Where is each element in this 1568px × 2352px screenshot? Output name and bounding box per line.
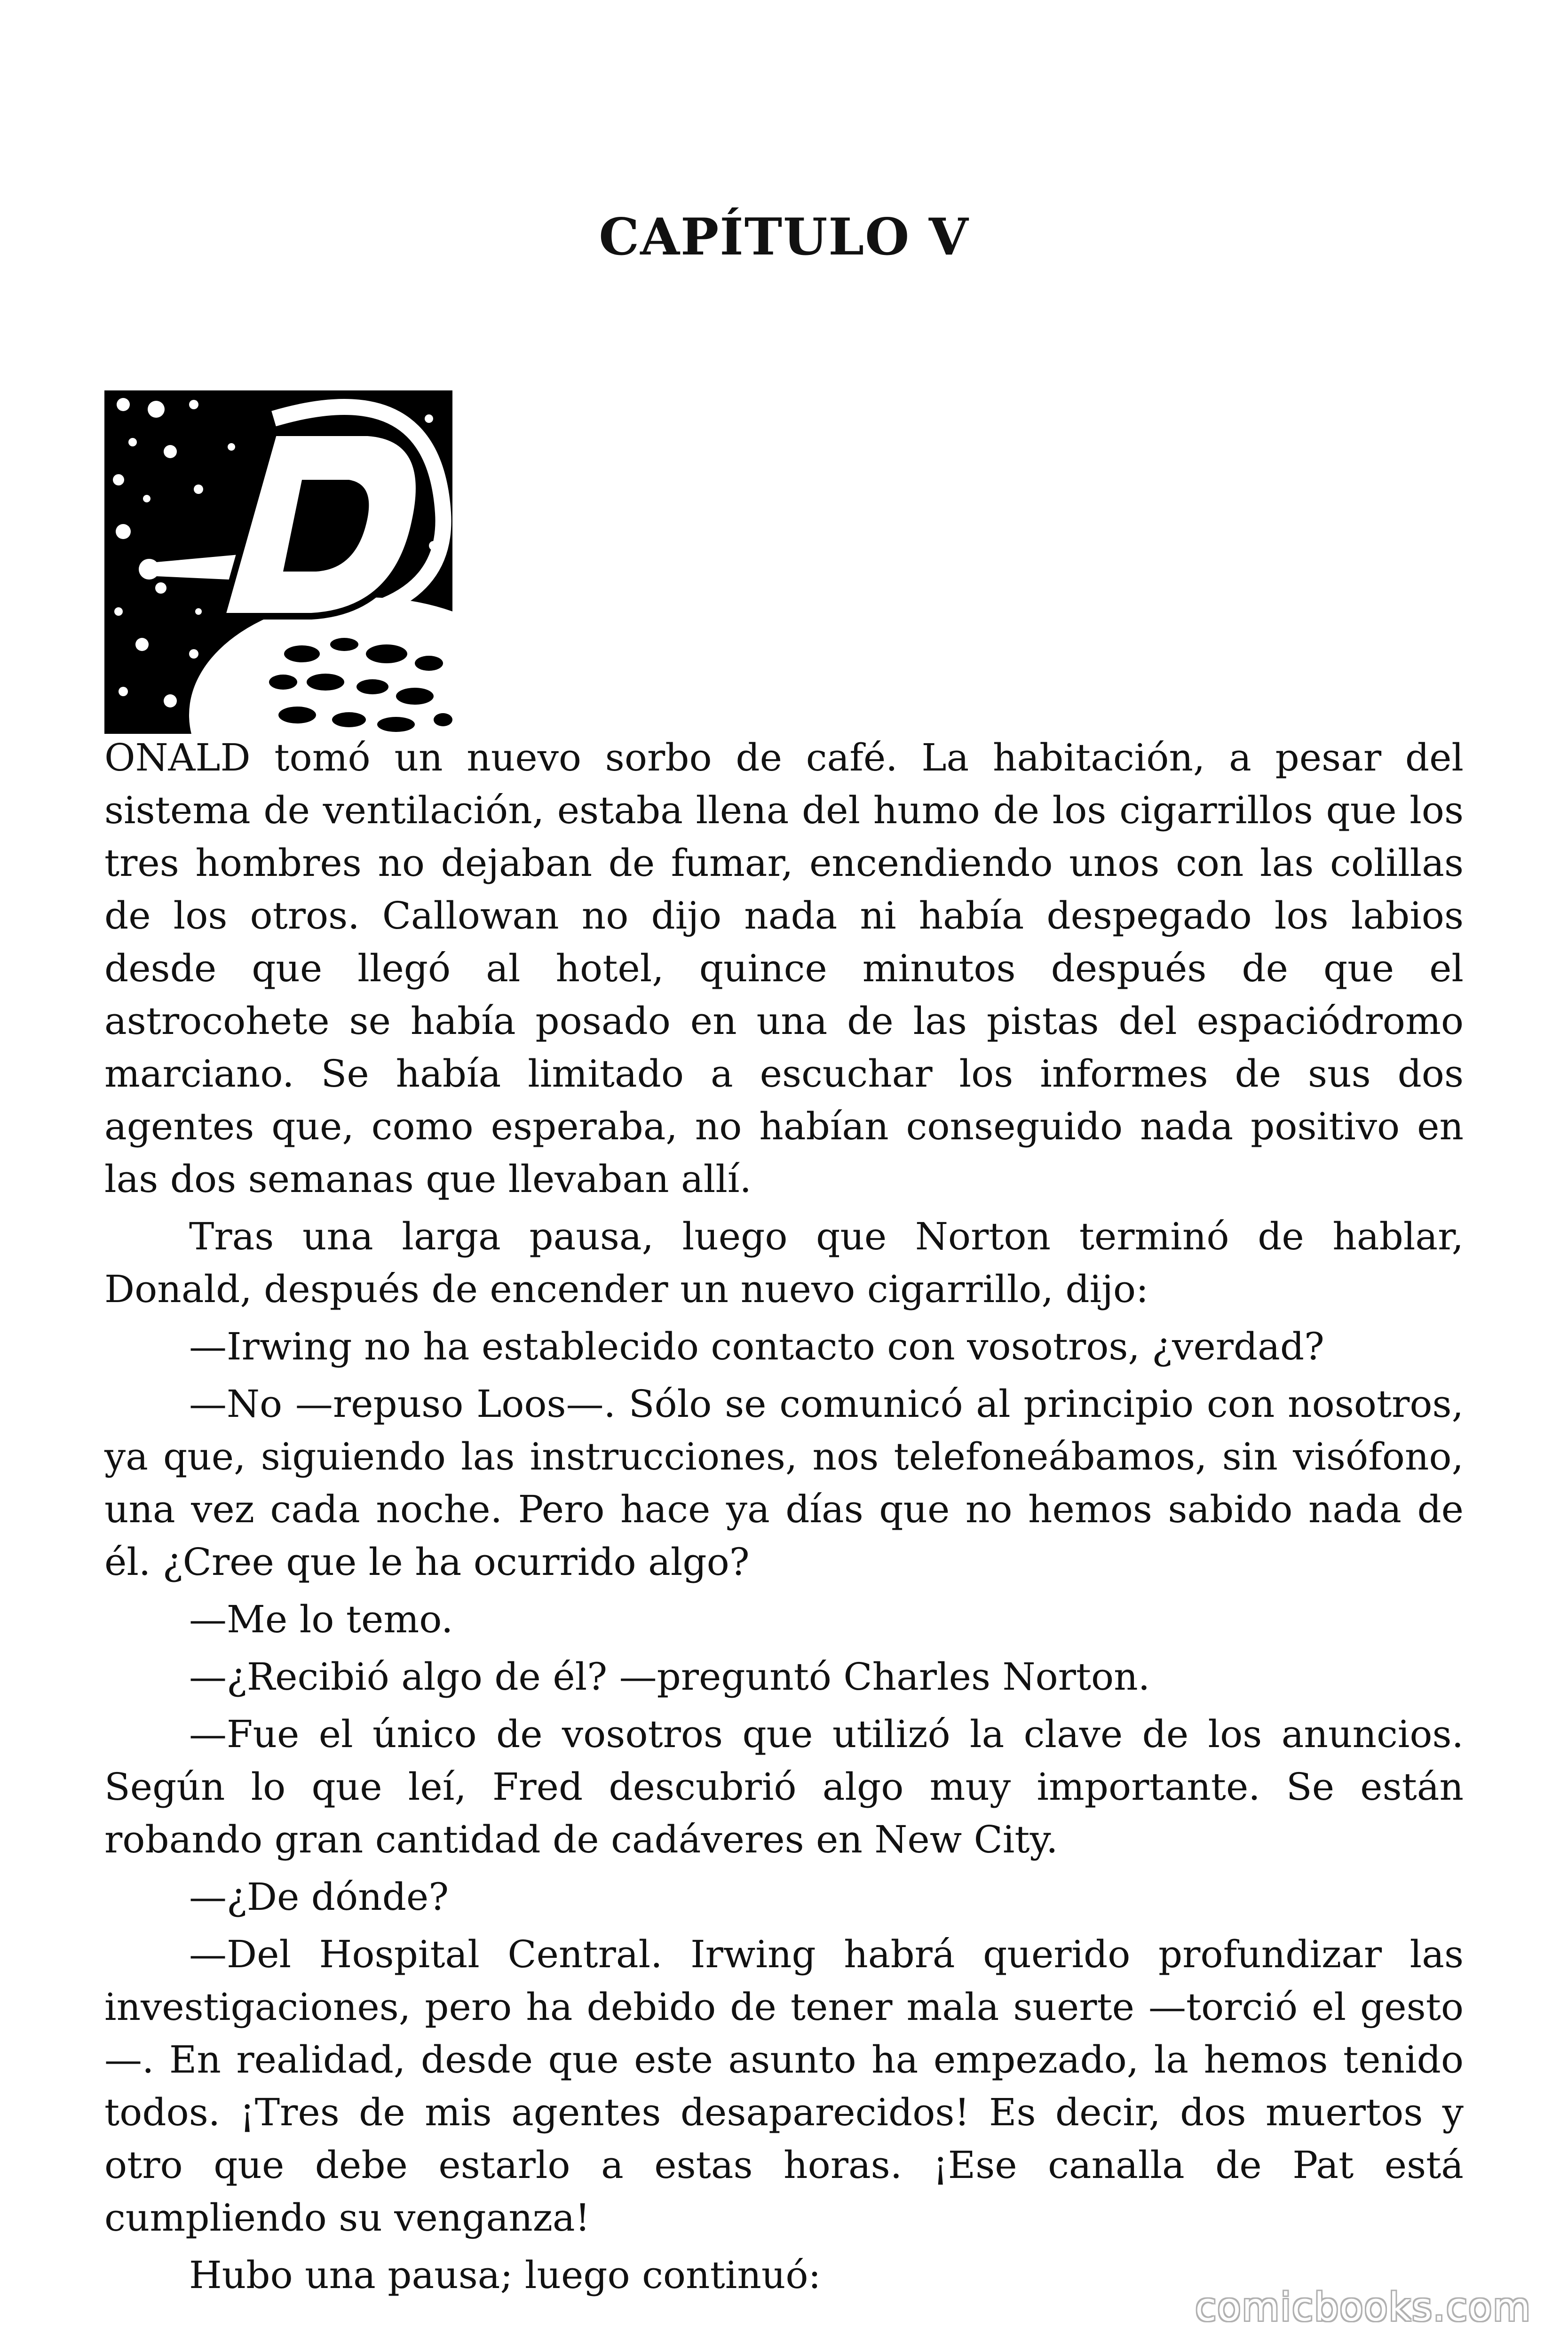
dropcap-d-icon (104, 390, 452, 734)
paragraph: —Me lo temo. (189, 1597, 453, 1641)
chapter-title: CAPÍTULO V (599, 207, 969, 267)
watermark: comicbooks.com (1195, 2285, 1531, 2330)
dropcap-illustration (104, 390, 452, 734)
paragraph: Tras una larga pausa, luego que Norton terminó de hablar, Donald, después de encender un nuevo cigarrillo, dijo: (104, 1215, 1464, 1311)
paragraph: —Del Hospital Central. Irwing habrá querido profundizar las investigaciones, pero ha debido de tener mala suerte —torció el gesto —. En realidad, desde que este asunto ha empezado, la hemos tenido todos. ¡Tres de mis agentes desaparecidos! Es decir, dos muertos y otro que debe estarlo a estas horas. ¡Ese canalla de Pat está cumpliendo su venganza! (104, 1932, 1464, 2240)
paragraph: —Fue el único de vosotros que utilizó la clave de los anuncios. Según lo que leí, Fred descubrió algo muy importante. Se están robando gran cantidad de cadáveres en New City. (104, 1712, 1464, 1861)
paragraph: ONALD tomó un nuevo sorbo de café. La habitación, a pesar del sistema de ventilación, estaba llena del humo de los cigarrillos que los tres hombres no dejaban de fumar, encendiendo unos con las colillas de los otros. Callowan no dijo nada ni había despegado los labios desde que llegó al hotel, quince minutos después de que el astrocohete se había posado en una de las pistas del espaciódromo marciano. Se había limitado a escuchar los informes de sus dos agentes que, como esperaba, no habían conseguido nada positivo en las dos semanas que llevaban allí. (104, 736, 1464, 1201)
paragraph: —¿De dónde? (189, 1875, 449, 1919)
paragraph: —¿Recibió algo de él? —preguntó Charles Norton. (189, 1655, 1150, 1699)
paragraph: —No —repuso Loos—. Sólo se comunicó al principio con nosotros, ya que, siguiendo las instrucciones, nos telefoneábamos, sin visófono, una vez cada noche. Pero hace ya días que no hemos sabido nada de él. ¿Cree que le ha ocurrido algo? (104, 1382, 1464, 1584)
paragraph: —Irwing no ha establecido contacto con vosotros, ¿verdad? (189, 1325, 1324, 1368)
paragraph: Hubo una pausa; luego continuó: (189, 2253, 821, 2297)
chapter-body (104, 731, 1464, 2306)
